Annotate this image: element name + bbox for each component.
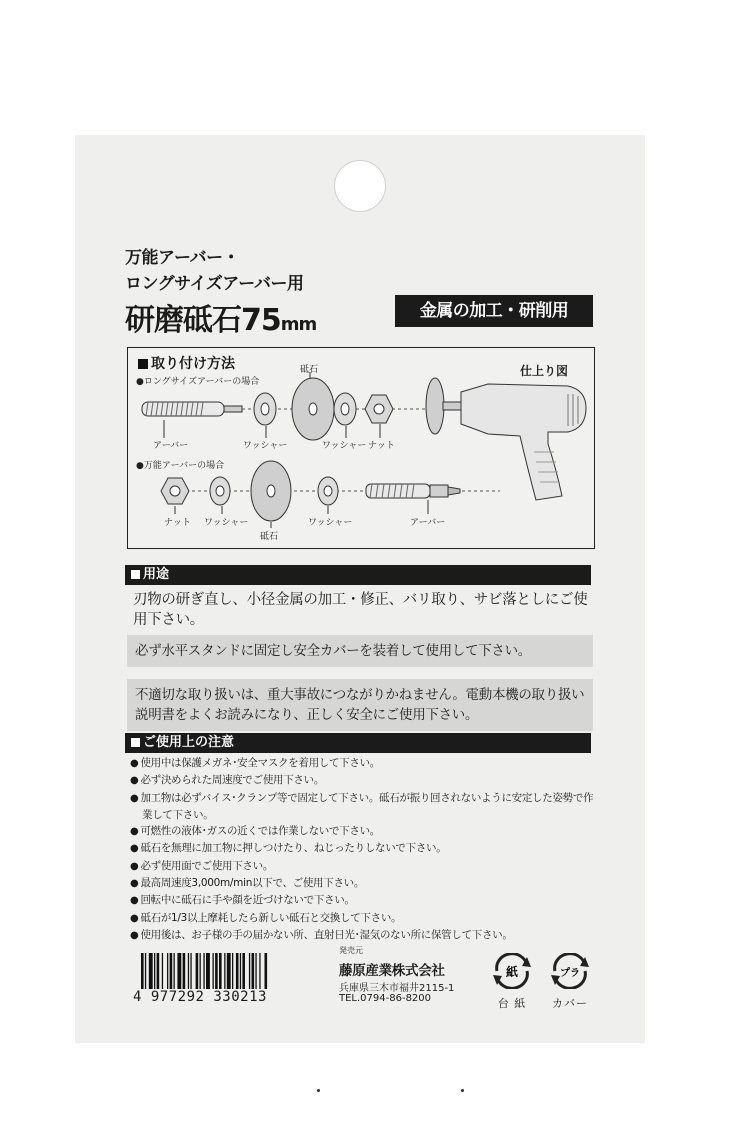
cautions-list	[130, 755, 600, 944]
caution-item: ● 加工物は必ずバイス･クランプ等で固定して下さい。砥石が振り回されないように安定した姿勢で作業して下さい。	[130, 790, 600, 824]
usage-heading-bar	[125, 565, 591, 585]
caution-item: ● 最高周速度3,000m/min以下で、ご使用下さい。	[130, 875, 600, 892]
publisher-label: 発売元	[339, 946, 363, 955]
caution-item: ● 必ず決められた周速度でご使用下さい。	[130, 772, 600, 789]
label-arbor-1: アーバー	[153, 441, 189, 451]
caution-item: ● 回転中に砥石に手や顔を近づけないで下さい。	[130, 892, 600, 909]
nut-1-drawing	[365, 395, 393, 423]
label-stone-1: 砥石	[300, 365, 319, 375]
label-washer-2: ワッシャー	[322, 441, 367, 451]
speck	[317, 1089, 320, 1092]
publisher-tel: TEL.0794-86-8200	[339, 993, 432, 1004]
label-nut-2: ナット	[164, 518, 191, 528]
cautions-heading: ご使用上の注意	[143, 735, 235, 750]
caution-item: ● 可燃性の液体･ガスの近くでは作業しないで下さい。	[130, 823, 600, 840]
washer-1-drawing	[254, 393, 276, 425]
product-title	[125, 295, 316, 339]
caution-item: ● 使用後は、お子様の手の届かない所、直射日光･湿気のない所に保管して下さい。	[130, 927, 600, 944]
product-name: 研磨砥石75	[125, 303, 281, 338]
label-washer-4: ワッシャー	[308, 518, 353, 528]
label-washer-1: ワッシャー	[243, 441, 288, 451]
barcode-number: 4 977292 330213	[133, 989, 267, 1005]
note-box-1: 必ず水平スタンドに固定し安全カバーを装着して使用して下さい。	[127, 635, 593, 667]
paper-recycle-label: 台 紙	[497, 997, 527, 1010]
plastic-recycle-icon	[547, 953, 593, 989]
caution-item: ● 使用中は保護メガネ･安全マスクを着用して下さい。	[130, 755, 600, 772]
title-line1: 万能アーバー・	[125, 248, 240, 268]
package-card	[75, 135, 645, 1043]
universal-arbor-drawing	[366, 484, 460, 498]
label-stone-2: 砥石	[260, 532, 279, 542]
publisher-company: 藤原産業株式会社	[339, 963, 445, 979]
paper-recycle-icon	[489, 953, 535, 989]
mounting-heading: 取り付け方法	[138, 353, 235, 373]
label-nut-1: ナット	[368, 441, 395, 451]
caution-item: ● 砥石を無理に加工物に押しつけたり、ねじったりしないで下さい。	[130, 840, 600, 857]
drill-drawing	[426, 378, 586, 500]
cautions-heading-bar	[125, 733, 591, 753]
label-arbor-2: アーバー	[410, 518, 446, 528]
plastic-mark-text: プラ	[560, 968, 580, 979]
long-arbor-caption: ●ロングサイズアーバーの場合	[136, 377, 260, 387]
caution-item: ● 必ず使用面でご使用下さい。	[130, 858, 600, 875]
title-line2: ロングサイズアーバー用	[125, 274, 304, 294]
usage-heading: 用途	[143, 567, 170, 582]
publisher-address: 兵庫県三木市福井2115-1	[339, 983, 455, 994]
usage-text: 刃物の研ぎ直し、小径金属の加工・修正、バリ取り、サビ落としにご使用下さい。	[133, 592, 588, 628]
washer-4-drawing	[318, 477, 338, 505]
caution-item: ● 砥石が1/3以上摩耗したら新しい砥石と交換して下さい。	[130, 910, 600, 927]
grinding-stone-2-drawing	[251, 461, 291, 521]
label-washer-3: ワッシャー	[204, 518, 249, 528]
long-arbor-drawing	[142, 402, 242, 416]
finished-view-label: 仕上り図	[520, 364, 569, 378]
washer-2-drawing	[334, 393, 356, 425]
grinding-stone-1-drawing	[292, 378, 334, 440]
note-box-2: 不適切な取り扱いは、重大事故につながりかねません。電動本機の取り扱い説明書をよくお読みになり、正しく安全にご使用下さい。	[127, 679, 593, 731]
washer-3-drawing	[210, 477, 230, 505]
plastic-recycle-label: カバー	[552, 997, 588, 1010]
hang-hole	[334, 160, 386, 212]
usage-tag: 金属の加工・研削用	[395, 295, 593, 327]
mounting-diagram	[127, 347, 595, 549]
paper-mark-text: 紙	[505, 965, 519, 979]
nut-2-drawing	[161, 478, 189, 504]
speck	[461, 1089, 464, 1092]
product-unit: mm	[280, 314, 317, 335]
universal-arbor-caption: ●万能アーバーの場合	[136, 461, 225, 471]
